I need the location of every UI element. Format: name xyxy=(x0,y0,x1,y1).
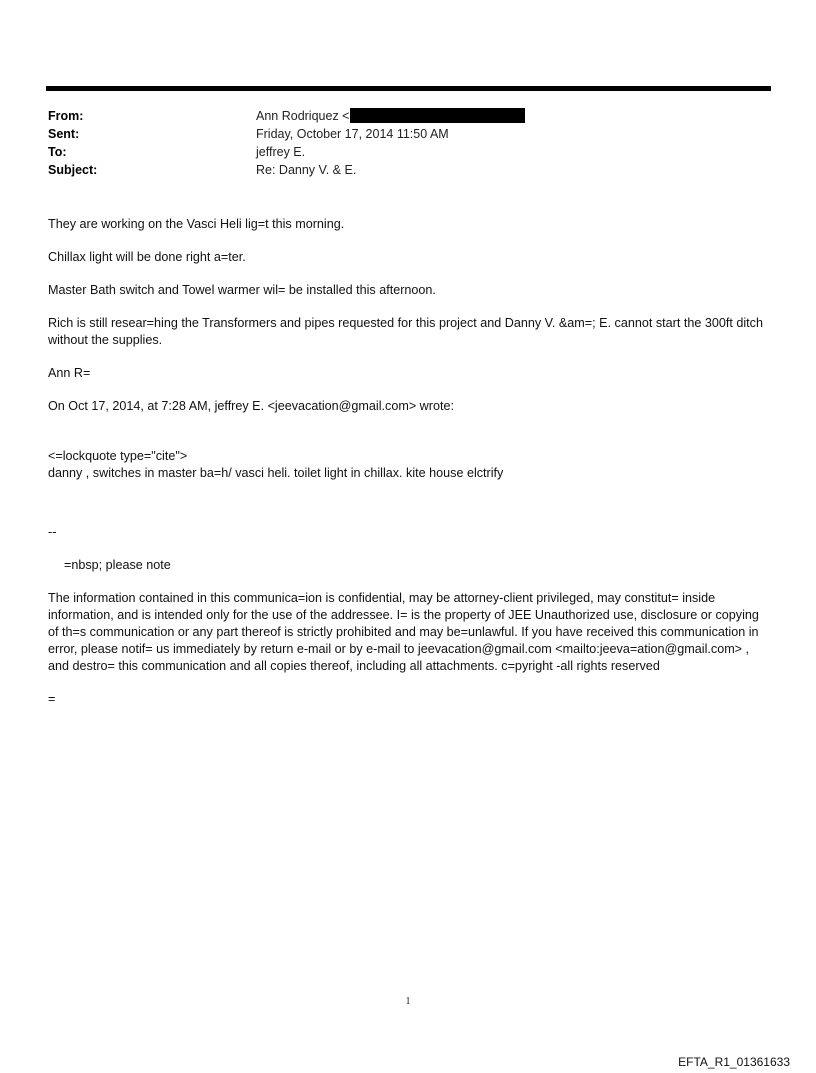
sent-value: Friday, October 17, 2014 11:50 AM xyxy=(256,127,449,141)
sent-row xyxy=(48,125,748,143)
from-label: From: xyxy=(48,109,84,123)
to-value: jeffrey E. xyxy=(256,145,306,159)
page-number: 1 xyxy=(405,996,411,1007)
please-note: =nbsp; please note xyxy=(64,558,171,572)
from-value xyxy=(256,107,525,125)
quote-attribution: On Oct 17, 2014, at 7:28 AM, jeffrey E. <jeevacation@gmail.com> wrote: xyxy=(48,399,454,413)
redaction-bar xyxy=(350,108,525,123)
blockquote-tag: <=lockquote type="cite"> xyxy=(48,449,188,463)
from-name: Ann Rodriquez < xyxy=(256,109,350,123)
from-row xyxy=(48,107,748,125)
subject-row xyxy=(48,161,748,179)
body-paragraph-2: Chillax light will be done right a=ter. xyxy=(48,250,246,264)
separator-dashes: -- xyxy=(48,525,57,539)
top-rule xyxy=(46,86,771,91)
email-header xyxy=(48,107,748,179)
confidentiality-notice: The information contained in this communica=ion is confidential, may be attorney-client privileged, may constitut= inside information, and is intended only for the use of the addressee. I= is the property of JEE Unauthorized use, disclosure or copying of th=s communication or any part thereof is strictly prohibited and may be=unlawful. If you have received this communication in error, please notif= us immediately by return e-mail or by e-mail to jeevacation@gmail.com <mailto:jeeva=ation@gmail.com> , and destro= this communication and all copies thereof, including all attachments. c=pyright -all rights reserved xyxy=(48,591,759,673)
sent-label: Sent: xyxy=(48,127,80,141)
signature: Ann R= xyxy=(48,366,91,380)
subject-label: Subject: xyxy=(48,163,98,177)
body-paragraph-4: Rich is still resear=hing the Transformers and pipes requested for this project and Danny V. &am=; E. cannot start the 300ft ditch without the supplies. xyxy=(48,316,763,347)
to-row xyxy=(48,143,748,161)
subject-value: Re: Danny V. & E. xyxy=(256,163,357,177)
to-label: To: xyxy=(48,145,67,159)
trailing-equals: = xyxy=(48,692,56,706)
body-paragraph-3: Master Bath switch and Towel warmer wil= be installed this afternoon. xyxy=(48,283,436,297)
document-id: EFTA_R1_01361633 xyxy=(678,1055,790,1069)
quoted-message: danny , switches in master ba=h/ vasci heli. toilet light in chillax. kite house elctrify xyxy=(48,466,504,480)
email-body xyxy=(48,216,763,708)
body-paragraph-1: They are working on the Vasci Heli lig=t this morning. xyxy=(48,217,345,231)
